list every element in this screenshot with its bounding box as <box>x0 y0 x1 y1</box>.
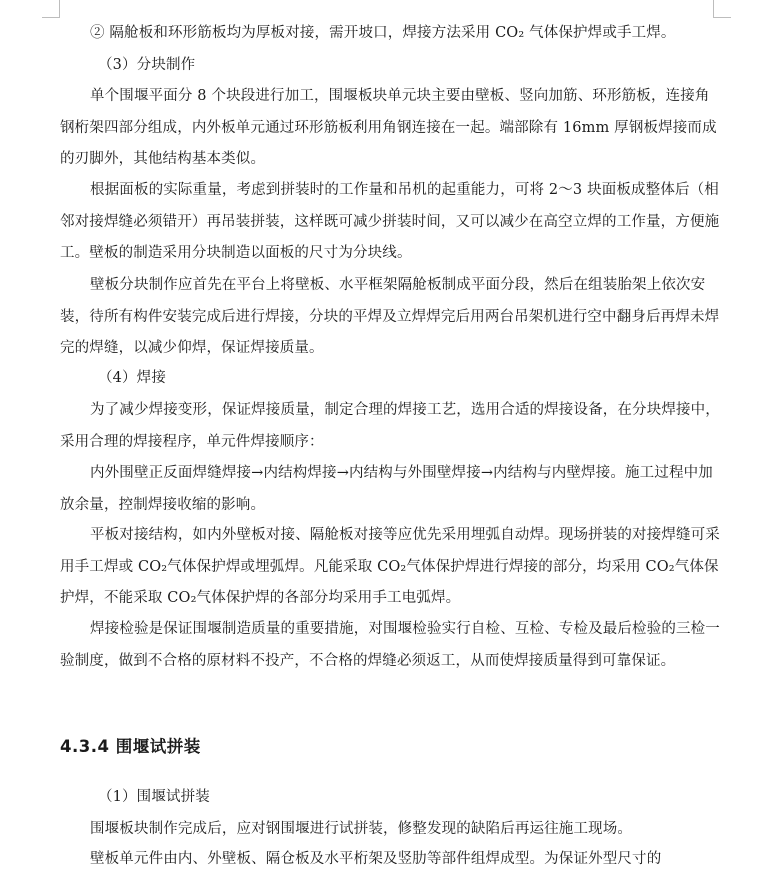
subheading-trial-assembly: （1）围堰试拼装 <box>98 789 210 805</box>
subheading-block-fabrication: （3）分块制作 <box>98 57 196 73</box>
paragraph-welding-sequence: 内外围壁正反面焊缝焊接→内结构焊接→内结构与外围壁焊接→内结构与内壁焊接。施工过程中加放余量，控制焊接收缩的影响。 <box>60 465 713 513</box>
paragraph-partition-weld: ② 隔舱板和环形筋板均为厚板对接，需开坡口，焊接方法采用 CO₂ 气体保护焊或手工焊。 <box>90 25 676 41</box>
paragraph-weld-inspection: 焊接检验是保证围堰制造质量的重要措施，对围堰检验实行自检、互检、专检及最后检验的三检一验制度，做到不合格的原材料不投产，不合格的焊缝必须返工，从而使焊接质量得到可靠保证。 <box>60 621 720 669</box>
paragraph-trial-assembly: 围堰板块制作完成后，应对钢围堰进行试拼装，修整发现的缺陷后再运往施工现场。 <box>90 821 633 837</box>
paragraph-panel-weight: 根据面板的实际重量，考虑到拼装时的工作量和吊机的起重能力，可将 2～3 块面板成整体后（相邻对接焊缝必须错开）再吊装拼装，这样既可减少拼装时间，又可以减少在高空立焊的工作量，方便施工。壁板的制造采用分块制造以面板的尺寸为分块线。 <box>60 182 720 261</box>
paragraph-welding-deformation: 为了减少焊接变形，保证焊接质量，制定合理的焊接工艺，选用合适的焊接设备，在分块焊接中，采用合理的焊接程序，单元件焊接顺序： <box>60 402 720 450</box>
paragraph-butt-weld: 平板对接结构，如内外壁板对接、隔舱板对接等应优先采用埋弧自动焊。现场拼装的对接焊缝可采用手工焊或 CO₂气体保护焊或埋弧焊。凡能采取 CO₂气体保护焊进行焊接的部分，均采用 CO₂气体保护焊，不能采取 CO₂气体保护焊的各部分均采用手工电弧焊。 <box>60 527 720 606</box>
paragraph-wall-fabrication: 壁板分块制作应首先在平台上将壁板、水平框架隔舱板制成平面分段，然后在组装胎架上依次安装，待所有构件安装完成后进行焊接，分块的平焊及立焊焊完后用两台吊架机进行空中翻身后再焊未焊完的焊缝，以减少仰焊，保证焊接质量。 <box>60 277 720 356</box>
paragraph-block-segments: 单个围堰平面分 8 个块段进行加工，围堰板块单元块主要由壁板、竖向加筋、环形筋板，连接角钢桁架四部分组成，内外板单元通过环形筋板利用角钢连接在一起。端部除有 16mm 厚钢板焊接而成的刃脚外，其他结构基本类似。 <box>60 88 717 167</box>
paragraph-wall-unit: 壁板单元件由内、外壁板、隔仓板及水平桁架及竖肋等部件组焊成型。为保证外型尺寸的 <box>90 851 662 867</box>
corner-mark-right-vertical <box>713 0 714 18</box>
section-heading-trial-assembly: 4.3.4 围堰试拼装 <box>60 737 201 756</box>
subheading-welding: （4）焊接 <box>98 370 166 386</box>
corner-mark-left-vertical <box>59 0 60 18</box>
corner-mark-left-horizontal <box>42 17 60 18</box>
